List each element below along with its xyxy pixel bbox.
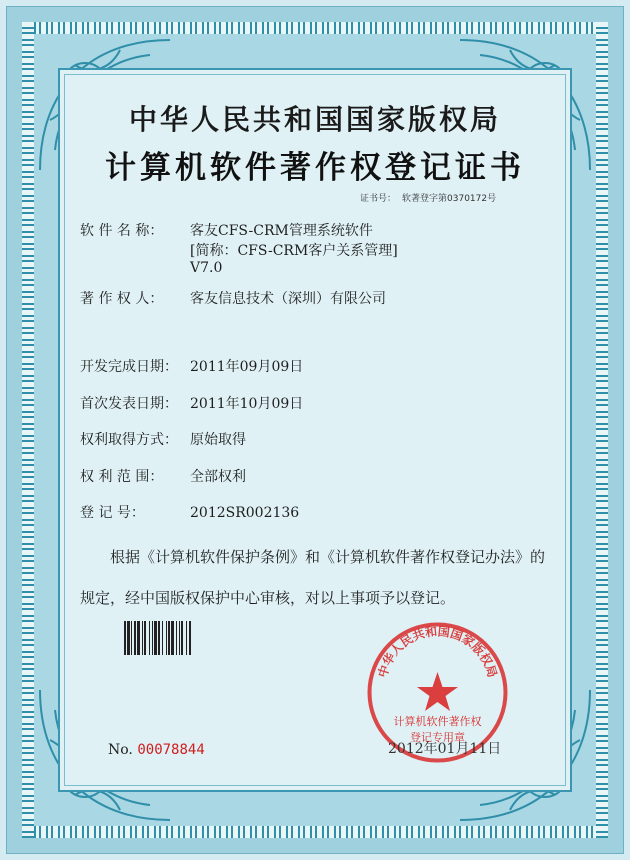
field-reg-no	[80, 502, 299, 522]
field-owner	[80, 288, 386, 308]
certificate-number-value: 软著登字第0370172号	[402, 194, 497, 204]
serial-prefix: No.	[108, 742, 133, 758]
field-pub-date	[80, 393, 303, 413]
field-scope	[80, 466, 246, 486]
seal-line-2: 登记专用章	[410, 731, 465, 744]
field-software-name	[80, 220, 373, 240]
field-value: 2012SR002136	[190, 505, 300, 521]
software-short-name: [简称：CFS-CRM客户关系管理]	[190, 243, 398, 259]
field-label: 权 利 范 围：	[80, 469, 164, 485]
serial-value: 00078844	[137, 742, 205, 758]
barcode-image	[124, 621, 216, 655]
statement-line-1: 根据《计算机软件保护条例》和《计算机软件著作权登记办法》的	[110, 548, 546, 566]
svg-text:中华人民共和国国家版权局	[375, 623, 500, 679]
field-value: 2011年10月09日	[190, 396, 304, 412]
field-label: 首次发表日期：	[80, 396, 178, 412]
software-version: V7.0	[190, 260, 223, 276]
field-value: 全部权利	[190, 469, 246, 485]
field-value: 2011年09月09日	[190, 359, 304, 375]
field-value: 客友CFS-CRM管理系统软件	[190, 223, 373, 239]
field-dev-date	[80, 356, 303, 376]
issuer-title: 中华人民共和国国家版权局	[128, 103, 501, 136]
field-label: 著 作 权 人：	[80, 291, 164, 307]
field-value: 客友信息技术（深圳）有限公司	[190, 291, 386, 307]
field-label: 开发完成日期：	[80, 359, 178, 375]
seal-star-icon	[417, 672, 458, 711]
seal-ring-text: 中华人民共和国国家版权局	[375, 624, 500, 680]
issue-date: 2012年01月11日	[388, 741, 502, 757]
serial-number	[108, 742, 205, 758]
field-acquire	[80, 429, 246, 449]
certificate-number-label: 证书号：	[360, 194, 397, 204]
field-value: 原始取得	[190, 432, 246, 448]
certificate-title: 计算机软件著作权登记证书	[105, 150, 525, 186]
statement-line-2: 规定，经中国版权保护中心审核，对以上事项予以登记。	[80, 589, 456, 607]
certificate-number	[360, 191, 502, 204]
field-label: 登 记 号：	[80, 505, 145, 521]
field-label: 软 件 名 称：	[80, 223, 164, 239]
seal-line-1: 计算机软件著作权	[393, 715, 482, 728]
field-label: 权利取得方式：	[80, 432, 178, 448]
